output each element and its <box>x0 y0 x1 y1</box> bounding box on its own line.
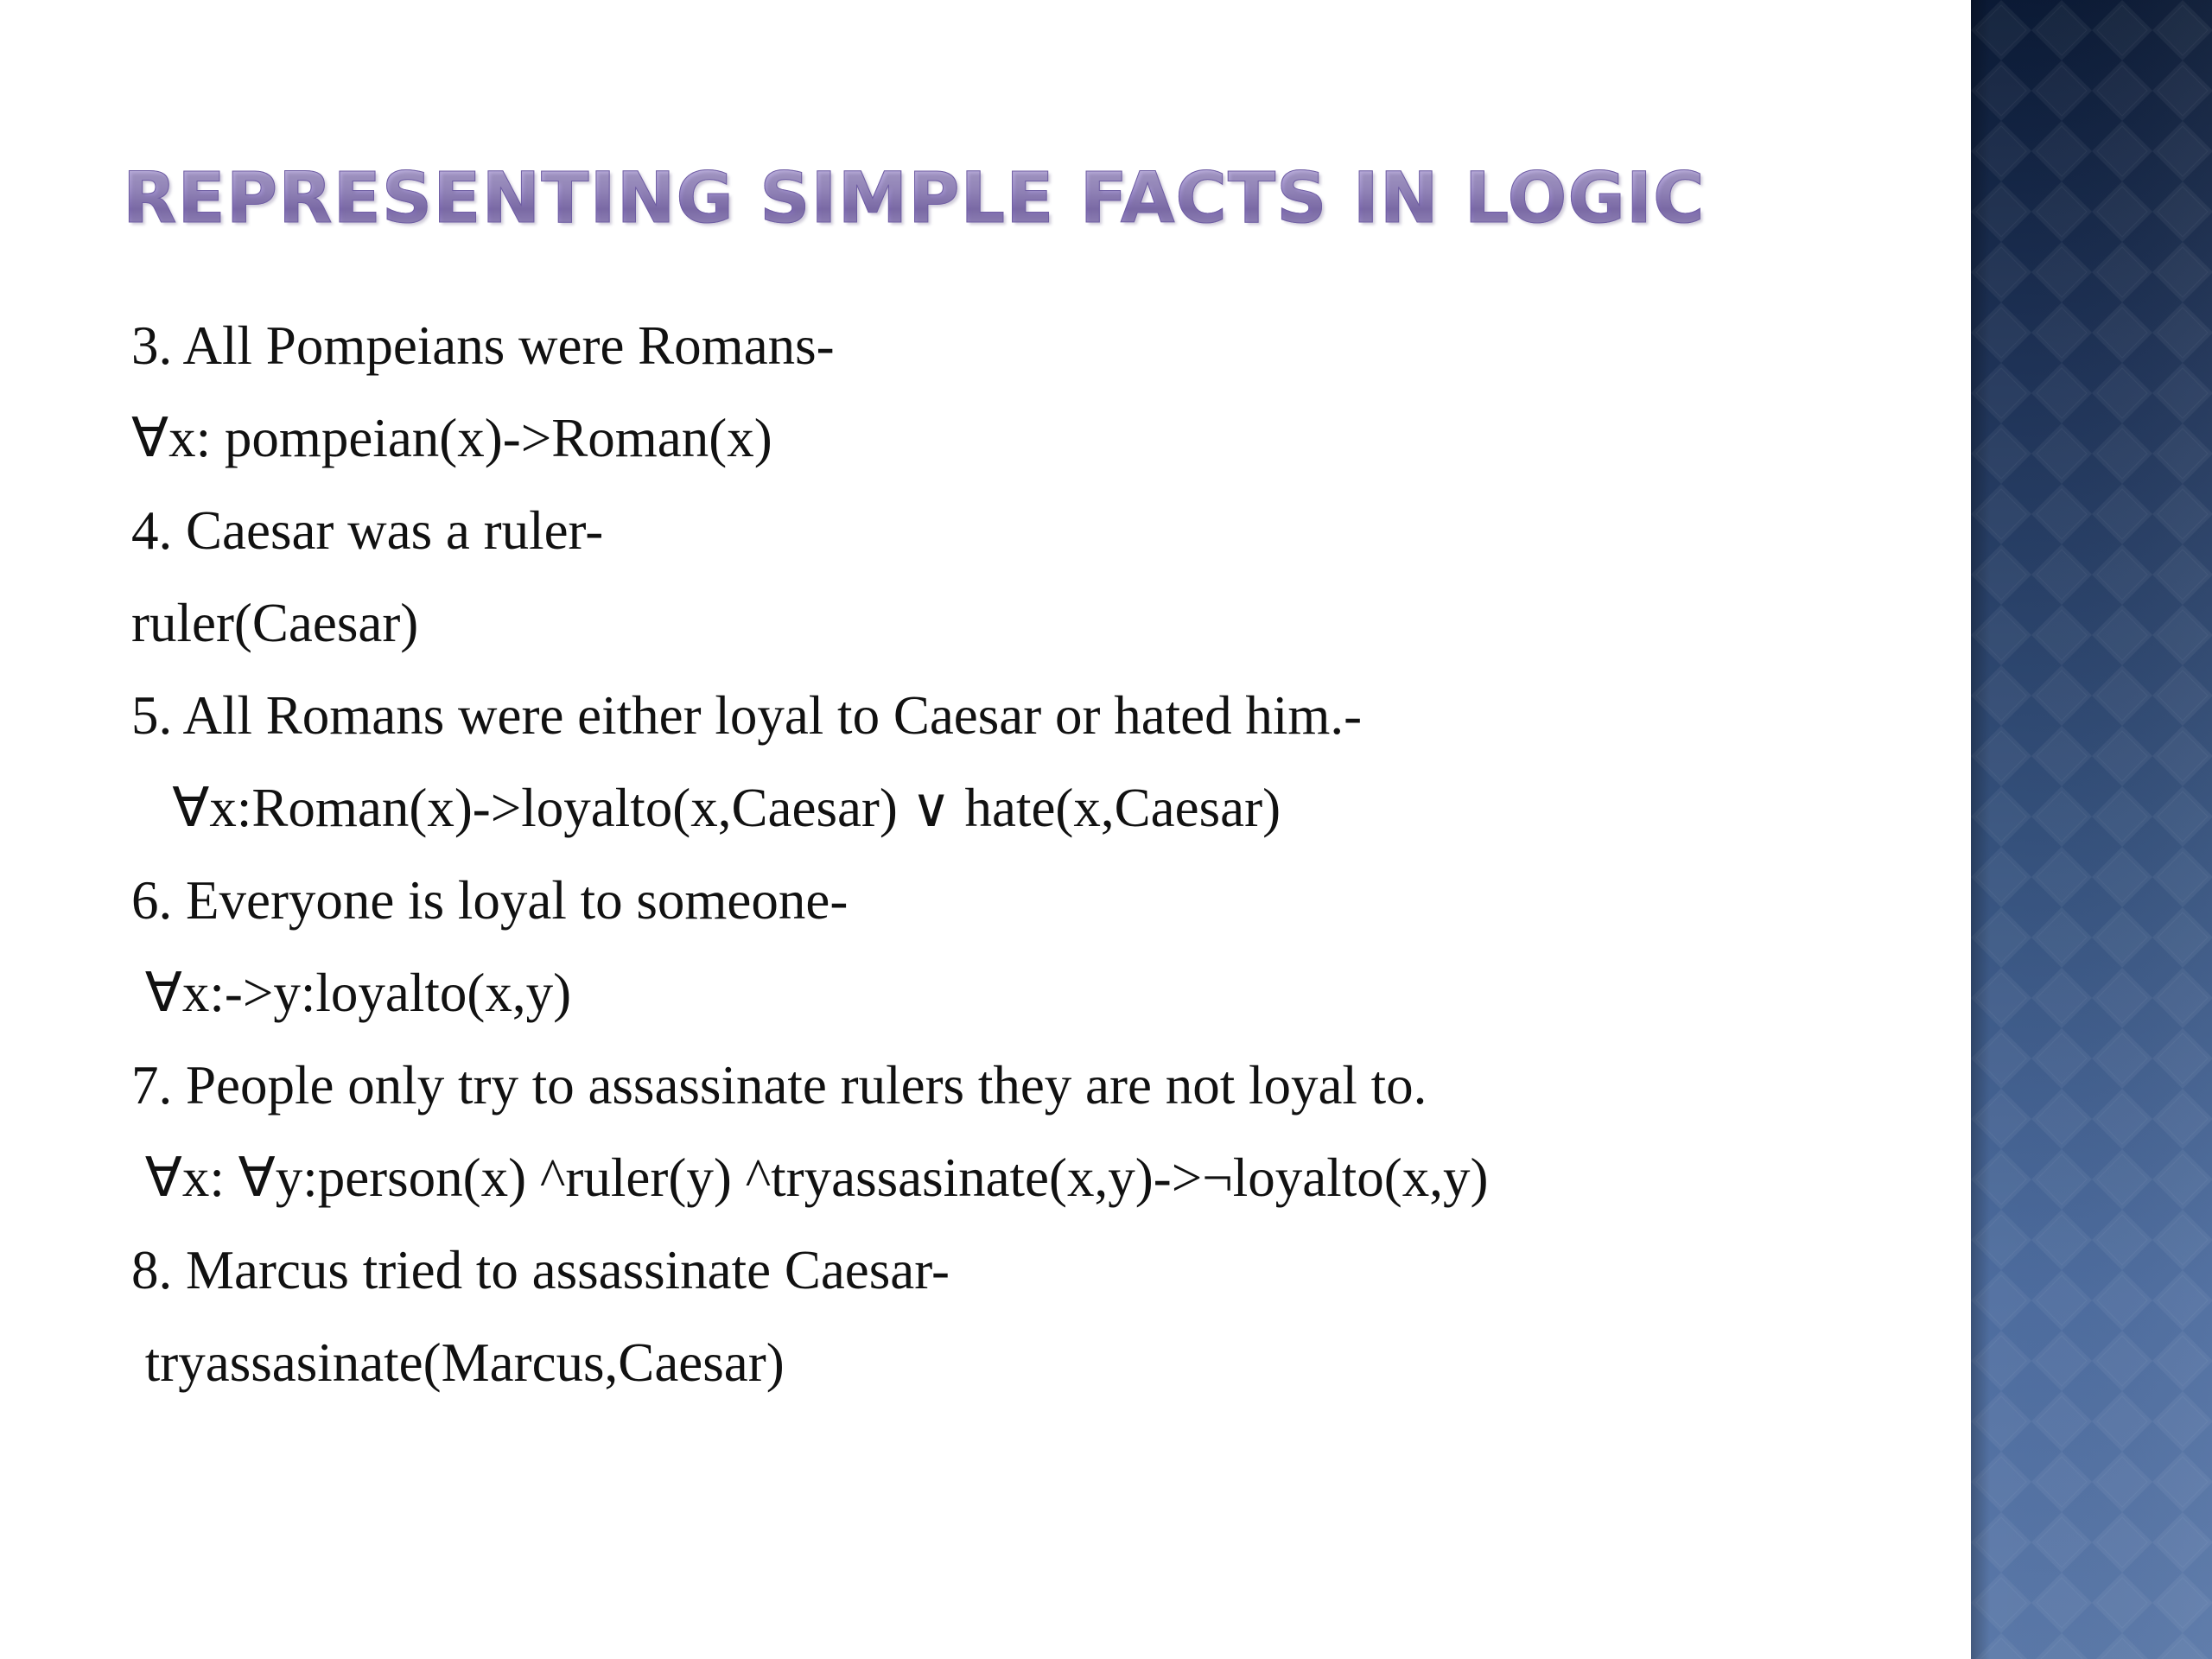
fact-4-statement: 4. Caesar was a ruler- <box>131 500 604 561</box>
fact-7-formula: ∀x: ∀y:person(x) ^ruler(y) ^tryassasinate(x,y)->¬loyalto(x,y) <box>131 1147 1489 1208</box>
fact-8-statement: 8. Marcus tried to assassinate Caesar- <box>131 1240 950 1300</box>
fact-6-formula: ∀x:->y:loyalto(x,y) <box>131 963 572 1023</box>
fact-6-statement: 6. Everyone is loyal to someone- <box>131 870 849 931</box>
slide-body <box>131 300 1929 1409</box>
fact-3-formula: ∀x: pompeian(x)->Roman(x) <box>131 408 772 468</box>
fact-5-statement: 5. All Romans were either loyal to Caesar or hated him.- <box>131 685 1363 746</box>
decorative-side-panel <box>1971 0 2212 1659</box>
fact-5-formula: ∀x:Roman(x)->loyalto(x,Caesar) ∨ hate(x,Caesar) <box>131 778 1281 838</box>
fact-3-statement: 3. All Pompeians were Romans- <box>131 315 835 376</box>
fact-7-statement: 7. People only try to assassinate rulers they are not loyal to. <box>131 1055 1427 1116</box>
fact-4-formula: ruler(Caesar) <box>131 593 419 653</box>
fact-8-formula: tryassasinate(Marcus,Caesar) <box>131 1332 785 1393</box>
diamond-pattern-decoration <box>1971 0 2212 1659</box>
slide-title: REPRESENTING SIMPLE FACTS IN LOGIC <box>123 156 1705 242</box>
